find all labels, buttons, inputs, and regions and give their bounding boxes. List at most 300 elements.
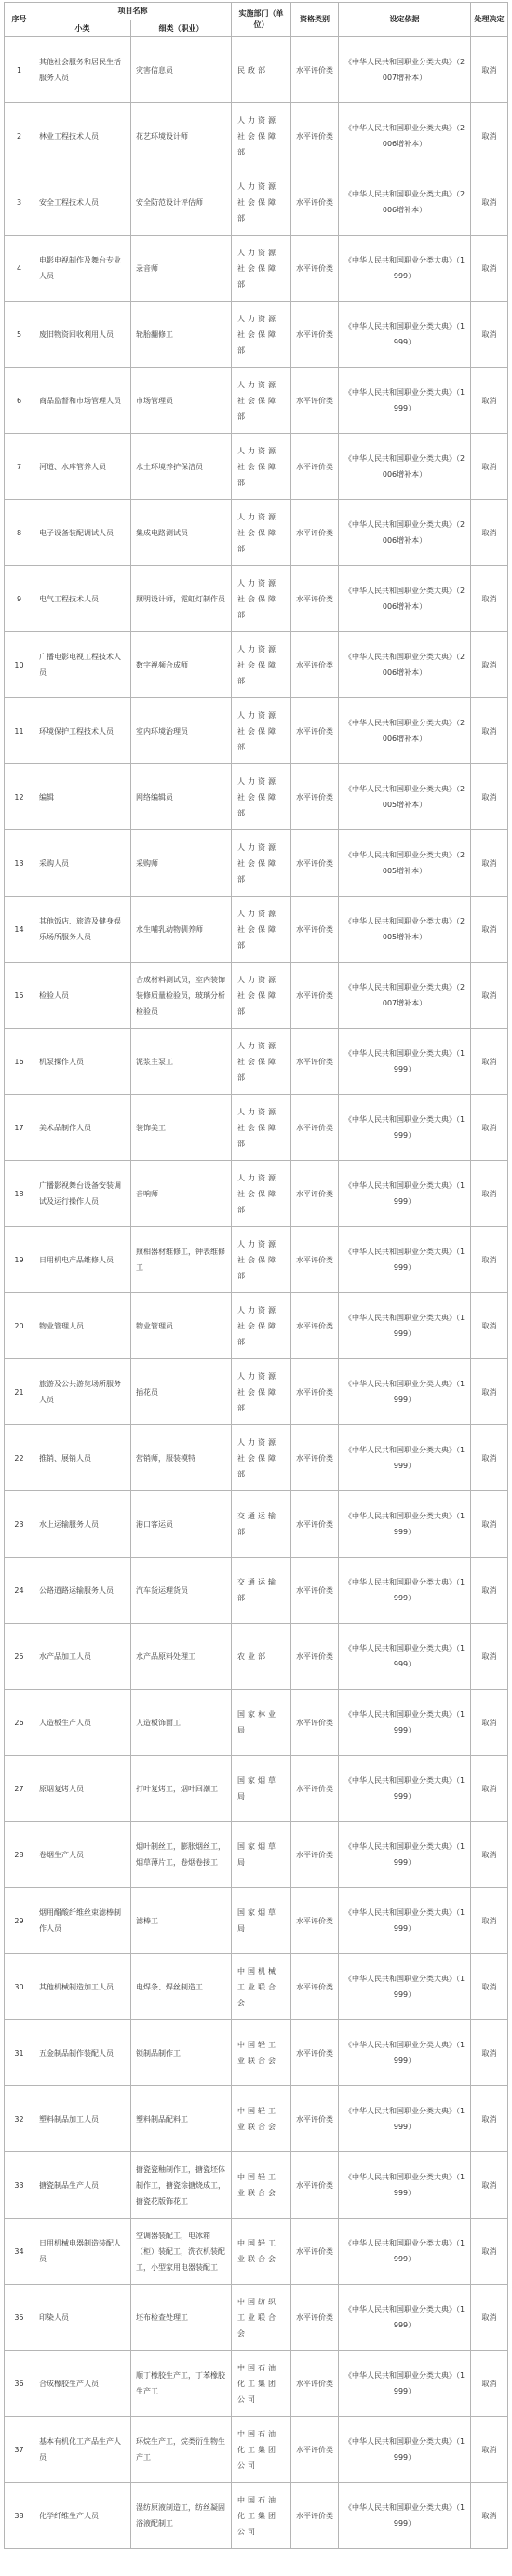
basis-cell: 《中华人民共和国职业分类大典》（1999） bbox=[339, 1888, 471, 1954]
subcategory-cell: 其他机械制造加工人员 bbox=[34, 1954, 131, 2020]
seq-cell: 8 bbox=[5, 500, 34, 566]
seq-cell: 35 bbox=[5, 2285, 34, 2351]
occupation-cell: 灾害信息员 bbox=[131, 37, 232, 103]
basis-cell: 《中华人民共和国职业分类大典》（2007增补本） bbox=[339, 37, 471, 103]
subcategory-cell: 化学纤维生产人员 bbox=[34, 2483, 131, 2549]
qualification-type-cell: 水平评价类 bbox=[291, 1029, 339, 1095]
basis-cell: 《中华人民共和国职业分类大典》（1999） bbox=[339, 1756, 471, 1822]
occupation-cell: 泥浆主泵工 bbox=[131, 1029, 232, 1095]
qualification-type-cell: 水平评价类 bbox=[291, 2020, 339, 2086]
decision-cell: 取消 bbox=[471, 2285, 508, 2351]
subcategory-cell: 美术品制作人员 bbox=[34, 1095, 131, 1161]
basis-cell: 《中华人民共和国职业分类大典》（1999） bbox=[339, 1095, 471, 1161]
occupation-cell: 营销师，服装模特 bbox=[131, 1425, 232, 1491]
seq-cell: 13 bbox=[5, 830, 34, 897]
basis-cell: 《中华人民共和国职业分类大典》（1999） bbox=[339, 302, 471, 368]
occupation-cell: 合成材料测试员，室内装饰装修质量检验员，玻璃分析检验员 bbox=[131, 963, 232, 1029]
department-cell: 人力资源社会保障部 bbox=[232, 566, 291, 632]
seq-cell: 9 bbox=[5, 566, 34, 632]
occupation-cell: 集成电路测试员 bbox=[131, 500, 232, 566]
department-cell: 中国石油化工集团公司 bbox=[232, 2417, 291, 2483]
basis-cell: 《中华人民共和国职业分类大典》（1999） bbox=[339, 1029, 471, 1095]
seq-cell: 27 bbox=[5, 1756, 34, 1822]
decision-cell: 取消 bbox=[471, 830, 508, 897]
seq-cell: 28 bbox=[5, 1822, 34, 1888]
qualification-type-cell: 水平评价类 bbox=[291, 1359, 339, 1425]
qualification-type-cell: 水平评价类 bbox=[291, 897, 339, 963]
basis-cell: 《中华人民共和国职业分类大典》（2006增补本） bbox=[339, 698, 471, 764]
occupation-cell: 塑料制品配料工 bbox=[131, 2086, 232, 2152]
qualification-type-cell: 水平评价类 bbox=[291, 1425, 339, 1491]
qualification-type-cell: 水平评价类 bbox=[291, 1822, 339, 1888]
seq-cell: 18 bbox=[5, 1161, 34, 1227]
basis-cell: 《中华人民共和国职业分类大典》（2006增补本） bbox=[339, 500, 471, 566]
basis-cell: 《中华人民共和国职业分类大典》（1999） bbox=[339, 1624, 471, 1690]
table-row bbox=[5, 368, 508, 434]
decision-cell: 取消 bbox=[471, 1491, 508, 1558]
qualification-type-cell: 水平评价类 bbox=[291, 2351, 339, 2417]
qualification-type-cell: 水平评价类 bbox=[291, 2483, 339, 2549]
table-row bbox=[5, 1954, 508, 2020]
department-cell: 人力资源社会保障部 bbox=[232, 1029, 291, 1095]
qualification-type-cell: 水平评价类 bbox=[291, 1756, 339, 1822]
department-cell: 人力资源社会保障部 bbox=[232, 368, 291, 434]
department-cell: 交通运输部 bbox=[232, 1558, 291, 1624]
table-row bbox=[5, 963, 508, 1029]
basis-cell: 《中华人民共和国职业分类大典》（2006增补本） bbox=[339, 566, 471, 632]
basis-cell: 《中华人民共和国职业分类大典》（1999） bbox=[339, 1954, 471, 2020]
subcategory-cell: 编辑 bbox=[34, 764, 131, 830]
decision-cell: 取消 bbox=[471, 1624, 508, 1690]
seq-cell: 25 bbox=[5, 1624, 34, 1690]
table-row bbox=[5, 1029, 508, 1095]
occupation-cell: 照明设计师，霓虹灯制作员 bbox=[131, 566, 232, 632]
basis-cell: 《中华人民共和国职业分类大典》（1999） bbox=[339, 1161, 471, 1227]
table-row bbox=[5, 434, 508, 500]
decision-cell: 取消 bbox=[471, 1558, 508, 1624]
subcategory-cell: 机泵操作人员 bbox=[34, 1029, 131, 1095]
department-cell: 国家烟草局 bbox=[232, 1822, 291, 1888]
table-row bbox=[5, 566, 508, 632]
decision-cell: 取消 bbox=[471, 632, 508, 698]
qualification-type-cell: 水平评价类 bbox=[291, 2417, 339, 2483]
subcategory-cell: 日用机电产品维修人员 bbox=[34, 1227, 131, 1293]
department-cell: 人力资源社会保障部 bbox=[232, 632, 291, 698]
header-seq: 序号 bbox=[5, 3, 34, 37]
occupation-cell: 录音师 bbox=[131, 236, 232, 302]
occupation-cell: 水产品原料处理工 bbox=[131, 1624, 232, 1690]
occupation-cell: 顺丁橡胶生产工，丁苯橡胶生产工 bbox=[131, 2351, 232, 2417]
qualification-type-cell: 水平评价类 bbox=[291, 500, 339, 566]
table-row bbox=[5, 1690, 508, 1756]
seq-cell: 6 bbox=[5, 368, 34, 434]
basis-cell: 《中华人民共和国职业分类大典》（1999） bbox=[339, 236, 471, 302]
table-row bbox=[5, 1822, 508, 1888]
occupation-cell: 室内环境治理员 bbox=[131, 698, 232, 764]
decision-cell: 取消 bbox=[471, 2020, 508, 2086]
header-dept: 实施部门（单位） bbox=[232, 3, 291, 37]
department-cell: 人力资源社会保障部 bbox=[232, 897, 291, 963]
table-row bbox=[5, 2219, 508, 2285]
decision-cell: 取消 bbox=[471, 1888, 508, 1954]
department-cell: 中国轻工业联合会 bbox=[232, 2152, 291, 2219]
table-row bbox=[5, 1624, 508, 1690]
basis-cell: 《中华人民共和国职业分类大典》（1999） bbox=[339, 2086, 471, 2152]
basis-cell: 《中华人民共和国职业分类大典》（1999） bbox=[339, 1690, 471, 1756]
subcategory-cell: 旅游及公共游览场所服务人员 bbox=[34, 1359, 131, 1425]
occupation-cell: 花艺环境设计师 bbox=[131, 103, 232, 169]
subcategory-cell: 推销、展销人员 bbox=[34, 1425, 131, 1491]
table-row bbox=[5, 764, 508, 830]
table-row bbox=[5, 1888, 508, 1954]
subcategory-cell: 其他饭店、旅游及健身娱乐场所服务人员 bbox=[34, 897, 131, 963]
basis-cell: 《中华人民共和国职业分类大典》（2006增补本） bbox=[339, 632, 471, 698]
subcategory-cell: 基本有机化工产品生产人员 bbox=[34, 2417, 131, 2483]
decision-cell: 取消 bbox=[471, 1690, 508, 1756]
seq-cell: 7 bbox=[5, 434, 34, 500]
occupation-cell: 空调器装配工，电冰箱（柜）装配工，洗衣机装配工，小型家用电器装配工 bbox=[131, 2219, 232, 2285]
table-row bbox=[5, 1227, 508, 1293]
subcategory-cell: 采购人员 bbox=[34, 830, 131, 897]
subcategory-cell: 公路道路运输服务人员 bbox=[34, 1558, 131, 1624]
qualification-type-cell: 水平评价类 bbox=[291, 169, 339, 236]
qualification-type-cell: 水平评价类 bbox=[291, 434, 339, 500]
occupation-cell: 音响师 bbox=[131, 1161, 232, 1227]
subcategory-cell: 其他社会服务和居民生活服务人员 bbox=[34, 37, 131, 103]
department-cell: 人力资源社会保障部 bbox=[232, 103, 291, 169]
occupation-cell: 电焊条、焊丝制造工 bbox=[131, 1954, 232, 2020]
seq-cell: 26 bbox=[5, 1690, 34, 1756]
table-row bbox=[5, 37, 508, 103]
subcategory-cell: 水上运输服务人员 bbox=[34, 1491, 131, 1558]
basis-cell: 《中华人民共和国职业分类大典》（2006增补本） bbox=[339, 169, 471, 236]
qualification-type-cell: 水平评价类 bbox=[291, 1954, 339, 2020]
seq-cell: 31 bbox=[5, 2020, 34, 2086]
decision-cell: 取消 bbox=[471, 169, 508, 236]
table-body bbox=[5, 37, 508, 2549]
basis-cell: 《中华人民共和国职业分类大典》（1999） bbox=[339, 1558, 471, 1624]
table-row bbox=[5, 1095, 508, 1161]
seq-cell: 21 bbox=[5, 1359, 34, 1425]
table-row bbox=[5, 2152, 508, 2219]
decision-cell: 取消 bbox=[471, 897, 508, 963]
department-cell: 中国轻工业联合会 bbox=[232, 2219, 291, 2285]
subcategory-cell: 电影电视制作及舞台专业人员 bbox=[34, 236, 131, 302]
department-cell: 中国纺织工业联合会 bbox=[232, 2285, 291, 2351]
seq-cell: 33 bbox=[5, 2152, 34, 2219]
decision-cell: 取消 bbox=[471, 302, 508, 368]
occupation-cell: 数字视频合成师 bbox=[131, 632, 232, 698]
basis-cell: 《中华人民共和国职业分类大典》（1999） bbox=[339, 2483, 471, 2549]
department-cell: 人力资源社会保障部 bbox=[232, 1359, 291, 1425]
subcategory-cell: 水产品加工人员 bbox=[34, 1624, 131, 1690]
decision-cell: 取消 bbox=[471, 1425, 508, 1491]
table-row bbox=[5, 2086, 508, 2152]
seq-cell: 11 bbox=[5, 698, 34, 764]
department-cell: 人力资源社会保障部 bbox=[232, 963, 291, 1029]
decision-cell: 取消 bbox=[471, 2086, 508, 2152]
subcategory-cell: 废旧物资回收利用人员 bbox=[34, 302, 131, 368]
basis-cell: 《中华人民共和国职业分类大典》（2005增补本） bbox=[339, 830, 471, 897]
qualification-type-cell: 水平评价类 bbox=[291, 2152, 339, 2219]
seq-cell: 5 bbox=[5, 302, 34, 368]
qualification-type-cell: 水平评价类 bbox=[291, 1161, 339, 1227]
table-row bbox=[5, 169, 508, 236]
seq-cell: 38 bbox=[5, 2483, 34, 2549]
qualification-type-cell: 水平评价类 bbox=[291, 37, 339, 103]
decision-cell: 取消 bbox=[471, 1954, 508, 2020]
basis-cell: 《中华人民共和国职业分类大典》（1999） bbox=[339, 1359, 471, 1425]
decision-cell: 取消 bbox=[471, 368, 508, 434]
table-row bbox=[5, 2351, 508, 2417]
seq-cell: 12 bbox=[5, 764, 34, 830]
basis-cell: 《中华人民共和国职业分类大典》（2005增补本） bbox=[339, 764, 471, 830]
qualification-type-cell: 水平评价类 bbox=[291, 698, 339, 764]
department-cell: 人力资源社会保障部 bbox=[232, 434, 291, 500]
occupation-cell: 安全防范设计评估师 bbox=[131, 169, 232, 236]
department-cell: 交通运输部 bbox=[232, 1491, 291, 1558]
qualification-type-cell: 水平评价类 bbox=[291, 1095, 339, 1161]
table-row bbox=[5, 897, 508, 963]
table-row bbox=[5, 1425, 508, 1491]
qualification-type-cell: 水平评价类 bbox=[291, 1491, 339, 1558]
occupation-cell: 打叶复烤工，烟叶回潮工 bbox=[131, 1756, 232, 1822]
department-cell: 中国轻工业联合会 bbox=[232, 2086, 291, 2152]
qualification-type-cell: 水平评价类 bbox=[291, 2285, 339, 2351]
occupation-cell: 滤棒工 bbox=[131, 1888, 232, 1954]
occupation-cell: 港口客运员 bbox=[131, 1491, 232, 1558]
header-project: 项目名称 bbox=[34, 3, 232, 20]
department-cell: 人力资源社会保障部 bbox=[232, 698, 291, 764]
basis-cell: 《中华人民共和国职业分类大典》（1999） bbox=[339, 1822, 471, 1888]
subcategory-cell: 广播影视舞台设备安装调试及运行操作人员 bbox=[34, 1161, 131, 1227]
subcategory-cell: 烟用醋酸纤维丝束滤棒制作人员 bbox=[34, 1888, 131, 1954]
qualification-type-cell: 水平评价类 bbox=[291, 236, 339, 302]
basis-cell: 《中华人民共和国职业分类大典》（1999） bbox=[339, 2152, 471, 2219]
subcategory-cell: 搪瓷制品生产人员 bbox=[34, 2152, 131, 2219]
occupation-cell: 水生哺乳动物驯养师 bbox=[131, 897, 232, 963]
seq-cell: 37 bbox=[5, 2417, 34, 2483]
seq-cell: 23 bbox=[5, 1491, 34, 1558]
department-cell: 人力资源社会保障部 bbox=[232, 236, 291, 302]
decision-cell: 取消 bbox=[471, 434, 508, 500]
department-cell: 人力资源社会保障部 bbox=[232, 302, 291, 368]
table-row bbox=[5, 302, 508, 368]
seq-cell: 32 bbox=[5, 2086, 34, 2152]
department-cell: 国家林业局 bbox=[232, 1690, 291, 1756]
decision-cell: 取消 bbox=[471, 37, 508, 103]
qualification-type-cell: 水平评价类 bbox=[291, 368, 339, 434]
seq-cell: 3 bbox=[5, 169, 34, 236]
table-header bbox=[5, 3, 508, 37]
basis-cell: 《中华人民共和国职业分类大典》（1999） bbox=[339, 1227, 471, 1293]
header-basis: 设定依据 bbox=[339, 3, 471, 37]
department-cell: 人力资源社会保障部 bbox=[232, 169, 291, 236]
department-cell: 人力资源社会保障部 bbox=[232, 764, 291, 830]
basis-cell: 《中华人民共和国职业分类大典》（1999） bbox=[339, 368, 471, 434]
basis-cell: 《中华人民共和国职业分类大典》（2007增补本） bbox=[339, 963, 471, 1029]
basis-cell: 《中华人民共和国职业分类大典》（1999） bbox=[339, 2351, 471, 2417]
basis-cell: 《中华人民共和国职业分类大典》（2006增补本） bbox=[339, 103, 471, 169]
decision-cell: 取消 bbox=[471, 566, 508, 632]
seq-cell: 34 bbox=[5, 2219, 34, 2285]
department-cell: 中国轻工业联合会 bbox=[232, 2020, 291, 2086]
decision-cell: 取消 bbox=[471, 2417, 508, 2483]
table-row bbox=[5, 2483, 508, 2549]
table-row bbox=[5, 1491, 508, 1558]
decision-cell: 取消 bbox=[471, 103, 508, 169]
department-cell: 人力资源社会保障部 bbox=[232, 1161, 291, 1227]
seq-cell: 29 bbox=[5, 1888, 34, 1954]
basis-cell: 《中华人民共和国职业分类大典》（1999） bbox=[339, 1491, 471, 1558]
basis-cell: 《中华人民共和国职业分类大典》（1999） bbox=[339, 1293, 471, 1359]
occupation-cell: 物业管理员 bbox=[131, 1293, 232, 1359]
seq-cell: 1 bbox=[5, 37, 34, 103]
occupation-cell: 坯布检查处理工 bbox=[131, 2285, 232, 2351]
occupation-cell: 插花员 bbox=[131, 1359, 232, 1425]
occupation-cell: 装饰美工 bbox=[131, 1095, 232, 1161]
department-cell: 民政部 bbox=[232, 37, 291, 103]
basis-cell: 《中华人民共和国职业分类大典》（2006增补本） bbox=[339, 434, 471, 500]
basis-cell: 《中华人民共和国职业分类大典》（1999） bbox=[339, 2417, 471, 2483]
decision-cell: 取消 bbox=[471, 1161, 508, 1227]
header-action: 处理决定 bbox=[471, 3, 508, 37]
qualification-type-cell: 水平评价类 bbox=[291, 1558, 339, 1624]
decision-cell: 取消 bbox=[471, 500, 508, 566]
seq-cell: 19 bbox=[5, 1227, 34, 1293]
decision-cell: 取消 bbox=[471, 2219, 508, 2285]
table-row bbox=[5, 500, 508, 566]
qualification-type-cell: 水平评价类 bbox=[291, 566, 339, 632]
qualification-type-cell: 水平评价类 bbox=[291, 1888, 339, 1954]
seq-cell: 17 bbox=[5, 1095, 34, 1161]
department-cell: 人力资源社会保障部 bbox=[232, 830, 291, 897]
basis-cell: 《中华人民共和国职业分类大典》（1999） bbox=[339, 2219, 471, 2285]
department-cell: 农业部 bbox=[232, 1624, 291, 1690]
occupation-cell: 轮胎翻修工 bbox=[131, 302, 232, 368]
department-cell: 国家烟草局 bbox=[232, 1888, 291, 1954]
qualification-type-cell: 水平评价类 bbox=[291, 830, 339, 897]
table-row bbox=[5, 1756, 508, 1822]
header-type: 资格类别 bbox=[291, 3, 339, 37]
subcategory-cell: 卷烟生产人员 bbox=[34, 1822, 131, 1888]
subcategory-cell: 原烟复烤人员 bbox=[34, 1756, 131, 1822]
table-row bbox=[5, 830, 508, 897]
table-row bbox=[5, 1161, 508, 1227]
qualification-type-cell: 水平评价类 bbox=[291, 103, 339, 169]
subcategory-cell: 印染人员 bbox=[34, 2285, 131, 2351]
seq-cell: 14 bbox=[5, 897, 34, 963]
decision-cell: 取消 bbox=[471, 1029, 508, 1095]
qualification-type-cell: 水平评价类 bbox=[291, 963, 339, 1029]
subcategory-cell: 人造板生产人员 bbox=[34, 1690, 131, 1756]
subcategory-cell: 物业管理人员 bbox=[34, 1293, 131, 1359]
table-row bbox=[5, 698, 508, 764]
qualification-type-cell: 水平评价类 bbox=[291, 1690, 339, 1756]
qualification-type-cell: 水平评价类 bbox=[291, 2086, 339, 2152]
basis-cell: 《中华人民共和国职业分类大典》（1999） bbox=[339, 2020, 471, 2086]
seq-cell: 30 bbox=[5, 1954, 34, 2020]
table-row bbox=[5, 2285, 508, 2351]
decision-cell: 取消 bbox=[471, 1822, 508, 1888]
basis-cell: 《中华人民共和国职业分类大典》（2005增补本） bbox=[339, 897, 471, 963]
qualification-type-cell: 水平评价类 bbox=[291, 1624, 339, 1690]
occupation-cell: 水土环境养护保洁员 bbox=[131, 434, 232, 500]
decision-cell: 取消 bbox=[471, 1756, 508, 1822]
subcategory-cell: 合成橡胶生产人员 bbox=[34, 2351, 131, 2417]
qualification-table bbox=[4, 2, 508, 2549]
department-cell: 人力资源社会保障部 bbox=[232, 1293, 291, 1359]
decision-cell: 取消 bbox=[471, 1095, 508, 1161]
seq-cell: 10 bbox=[5, 632, 34, 698]
subcategory-cell: 环境保护工程技术人员 bbox=[34, 698, 131, 764]
occupation-cell: 市场管理员 bbox=[131, 368, 232, 434]
subcategory-cell: 五金制品制作装配人员 bbox=[34, 2020, 131, 2086]
header-detail: 细类（职业） bbox=[131, 20, 232, 37]
seq-cell: 16 bbox=[5, 1029, 34, 1095]
subcategory-cell: 电气工程技术人员 bbox=[34, 566, 131, 632]
occupation-cell: 环烷生产工，烷类衍生物生产工 bbox=[131, 2417, 232, 2483]
subcategory-cell: 河道、水库管养人员 bbox=[34, 434, 131, 500]
qualification-table-wrapper bbox=[4, 2, 507, 2549]
subcategory-cell: 塑料制品加工人员 bbox=[34, 2086, 131, 2152]
table-row bbox=[5, 2417, 508, 2483]
decision-cell: 取消 bbox=[471, 236, 508, 302]
decision-cell: 取消 bbox=[471, 2152, 508, 2219]
table-row bbox=[5, 2020, 508, 2086]
decision-cell: 取消 bbox=[471, 2351, 508, 2417]
table-row bbox=[5, 632, 508, 698]
decision-cell: 取消 bbox=[471, 764, 508, 830]
decision-cell: 取消 bbox=[471, 698, 508, 764]
seq-cell: 2 bbox=[5, 103, 34, 169]
seq-cell: 20 bbox=[5, 1293, 34, 1359]
table-row bbox=[5, 236, 508, 302]
basis-cell: 《中华人民共和国职业分类大典》（1999） bbox=[339, 2285, 471, 2351]
table-row bbox=[5, 1359, 508, 1425]
seq-cell: 4 bbox=[5, 236, 34, 302]
subcategory-cell: 林业工程技术人员 bbox=[34, 103, 131, 169]
decision-cell: 取消 bbox=[471, 2483, 508, 2549]
qualification-type-cell: 水平评价类 bbox=[291, 764, 339, 830]
subcategory-cell: 商品监督和市场管理人员 bbox=[34, 368, 131, 434]
subcategory-cell: 电子设备装配调试人员 bbox=[34, 500, 131, 566]
table-row bbox=[5, 1293, 508, 1359]
table-row bbox=[5, 103, 508, 169]
department-cell: 国家烟草局 bbox=[232, 1756, 291, 1822]
decision-cell: 取消 bbox=[471, 1227, 508, 1293]
qualification-type-cell: 水平评价类 bbox=[291, 1293, 339, 1359]
qualification-type-cell: 水平评价类 bbox=[291, 302, 339, 368]
occupation-cell: 汽车货运理货员 bbox=[131, 1558, 232, 1624]
subcategory-cell: 安全工程技术人员 bbox=[34, 169, 131, 236]
department-cell: 人力资源社会保障部 bbox=[232, 1095, 291, 1161]
occupation-cell: 湿纺原液制造工，纺丝凝固浴液配制工 bbox=[131, 2483, 232, 2549]
occupation-cell: 网络编辑员 bbox=[131, 764, 232, 830]
occupation-cell: 烟叶制丝工，膨胀烟丝工，烟草薄片工，卷烟卷接工 bbox=[131, 1822, 232, 1888]
subcategory-cell: 检验人员 bbox=[34, 963, 131, 1029]
occupation-cell: 人造板饰面工 bbox=[131, 1690, 232, 1756]
occupation-cell: 锁制品制作工 bbox=[131, 2020, 232, 2086]
seq-cell: 24 bbox=[5, 1558, 34, 1624]
department-cell: 人力资源社会保障部 bbox=[232, 1425, 291, 1491]
qualification-type-cell: 水平评价类 bbox=[291, 2219, 339, 2285]
decision-cell: 取消 bbox=[471, 963, 508, 1029]
decision-cell: 取消 bbox=[471, 1359, 508, 1425]
qualification-type-cell: 水平评价类 bbox=[291, 1227, 339, 1293]
basis-cell: 《中华人民共和国职业分类大典》（1999） bbox=[339, 1425, 471, 1491]
department-cell: 人力资源社会保障部 bbox=[232, 1227, 291, 1293]
